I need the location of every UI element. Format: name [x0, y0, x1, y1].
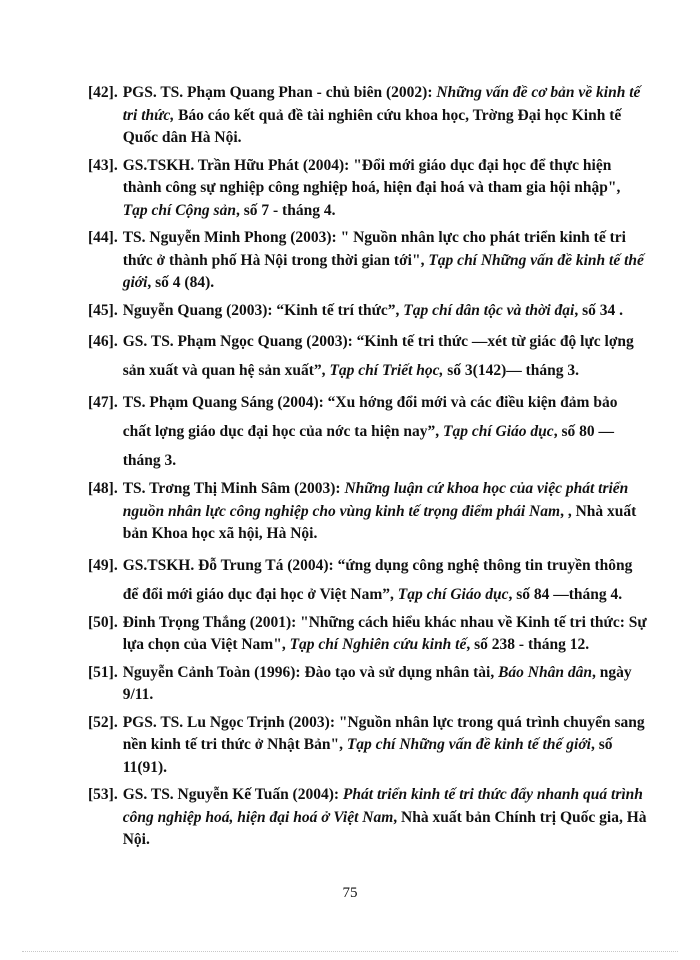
reference-text: [118, 662, 648, 707]
reference-title-italic: Tạp chí Nghiên cứu kinh tế: [289, 636, 467, 653]
reference-title-italic: Phát triển kinh tế tri thức đẩy nhanh quá trình công nghiệp hoá, hiện đại hoá ở Việt Nam: [122, 786, 643, 826]
reference-title-italic: Những luận cứ khoa học của việc phát triển nguồn nhân lực công nghiệp cho vùng kinh tế trọng điểm phái Nam: [122, 480, 629, 520]
reference-item: [88, 82, 648, 150]
reference-text: [118, 155, 648, 223]
reference-segment: , số 80 —tháng 3.: [122, 423, 614, 469]
reference-segment: PGS. TS. Phạm Quang Phan - chủ biên (2002):: [122, 84, 437, 101]
reference-text: [118, 612, 648, 657]
reference-number: [47].: [88, 394, 118, 411]
reference-number: [43].: [88, 156, 118, 174]
reference-item: [88, 155, 648, 223]
reference-title-italic: Tạp chí Giáo dục: [397, 585, 509, 603]
reference-text: [118, 388, 648, 475]
reference-text: [118, 227, 648, 295]
reference-title-italic: Tạp chí Triết học,: [329, 362, 444, 379]
page-bottom-divider: [22, 951, 678, 952]
reference-title-italic: Báo Nhân dân: [498, 663, 592, 681]
reference-title-italic: Tạp chí Những vấn đề kinh tế thế giới: [122, 251, 644, 291]
reference-title-italic: Tạp chí Cộng sản: [122, 201, 236, 219]
reference-number: [51].: [88, 663, 118, 681]
reference-number: [49].: [88, 556, 118, 574]
reference-number: [45].: [88, 301, 118, 319]
reference-item: [88, 478, 648, 546]
reference-item: [88, 612, 648, 657]
reference-number: [52].: [88, 713, 118, 731]
reference-item: [88, 388, 648, 475]
reference-segment: số 3(142)— tháng 3.: [443, 362, 580, 379]
reference-text: [118, 478, 648, 546]
reference-segment: Nguyễn Quang (2003): “Kinh tế trí thức”,: [122, 301, 404, 319]
reference-title-italic: Những vấn đề cơ bản về kinh tế tri thức,: [122, 84, 641, 124]
reference-text: [118, 300, 648, 323]
reference-item: [88, 662, 648, 707]
reference-segment: , số 238 - tháng 12.: [466, 636, 590, 653]
reference-segment: , ngày 9/11.: [122, 663, 632, 703]
reference-segment: GS.TSKH. Đỗ Trung Tá (2004): “ứng dụng công nghệ thông tin truyền thông để đổi mới giáo dục đại học ở Việt Nam”,: [122, 556, 633, 603]
reference-text: [118, 784, 648, 852]
reference-segment: , , Nhà xuất bản Khoa học xã hội, Hà Nội.: [122, 502, 637, 542]
reference-segment: Đinh Trọng Thắng (2001): "Những cách hiểu khác nhau về Kinh tế tri thức: Sự lựa chọn của Việt Nam",: [122, 613, 647, 653]
reference-segment: TS. Trơng Thị Minh Sâm (2003):: [122, 480, 345, 497]
reference-number: [42].: [88, 84, 118, 101]
reference-number: [46].: [88, 333, 118, 350]
reference-item: [88, 227, 648, 295]
reference-title-italic: Tạp chí dân tộc và thời đại: [403, 301, 575, 319]
reference-number: [50].: [88, 613, 118, 631]
reference-number: [44].: [88, 229, 118, 246]
reference-segment: GS. TS. Nguyễn Kế Tuấn (2004):: [122, 786, 343, 803]
reference-number: [48].: [88, 480, 118, 497]
reference-segment: , số 84 —tháng 4.: [508, 585, 623, 603]
reference-number: [53].: [88, 786, 118, 803]
reference-item: [88, 712, 648, 780]
reference-segment: TS. Phạm Quang Sáng (2004): “Xu hớng đổi mới và các điều kiện đảm bảo chất lợng giáo dục đại học của nớc ta hiện nay”,: [122, 394, 618, 440]
reference-segment: GS.TSKH. Trần Hữu Phát (2004): "Đổi mới giáo dục đại học để thực hiện thành công sự nghiệp công nghiệp hoá, hiện đại hoá và tham gia hội nhập",: [122, 156, 621, 196]
reference-segment: , số 4 (84).: [147, 274, 215, 291]
reference-item: [88, 551, 648, 609]
reference-segment: GS. TS. Phạm Ngọc Quang (2003): “Kinh tế tri thức —xét từ giác độ lực lợng sản xuất và quan hệ sản xuất”,: [122, 333, 634, 379]
reference-segment: TS. Nguyễn Minh Phong (2003): " Nguồn nhân lực cho phát triển kinh tế tri thức ở thành phố Hà Nội trong thời gian tới",: [122, 229, 626, 269]
reference-segment: Báo cáo kết quả đề tài nghiên cứu khoa học, Trờng Đại học Kinh tế Quốc dân Hà Nội.: [122, 106, 622, 146]
reference-list: [88, 82, 648, 857]
reference-item: [88, 784, 648, 852]
reference-text: [118, 712, 648, 780]
page-number: 75: [342, 885, 358, 901]
reference-text: [118, 551, 648, 609]
reference-segment: , số 11(91).: [122, 736, 613, 776]
reference-segment: , Nhà xuất bản Chính trị Quốc gia, Hà Nội.: [122, 808, 647, 848]
reference-text: [118, 327, 648, 385]
reference-segment: , số 34 .: [574, 301, 624, 319]
reference-title-italic: Tạp chí Giáo dục: [443, 423, 554, 440]
reference-segment: , số 7 - tháng 4.: [235, 201, 336, 219]
reference-text: [118, 82, 648, 150]
reference-item: [88, 300, 648, 323]
reference-segment: PGS. TS. Lu Ngọc Trịnh (2003): "Nguồn nhân lực trong quá trình chuyển sang nền kinh tế tri thức ở Nhật Bản",: [122, 713, 645, 753]
reference-segment: Nguyễn Cảnh Toàn (1996): Đào tạo và sử dụng nhân tài,: [122, 663, 499, 681]
reference-title-italic: Tạp chí Những vấn đề kinh tế thế giới: [346, 736, 591, 753]
reference-item: [88, 327, 648, 385]
